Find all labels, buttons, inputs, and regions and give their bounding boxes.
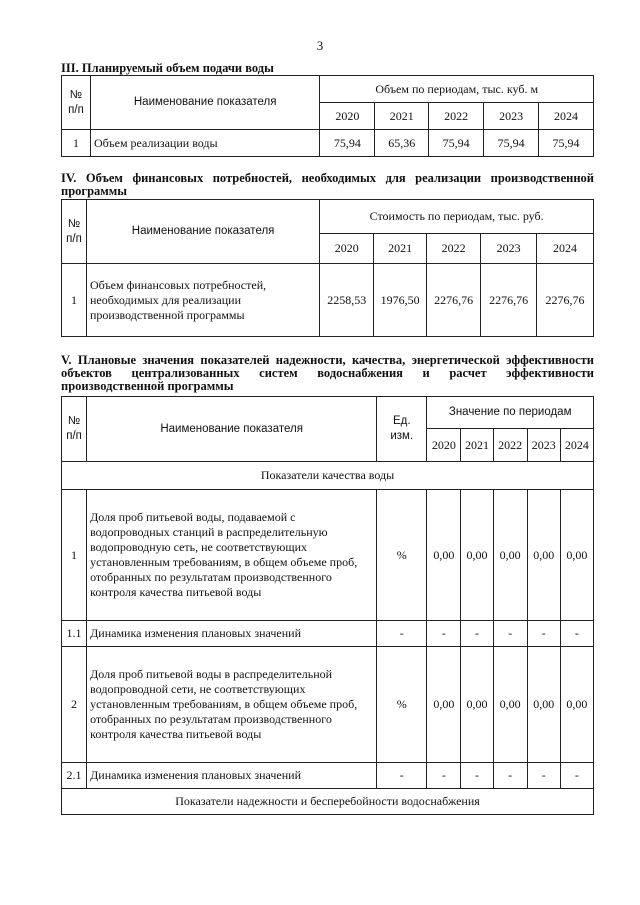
year-header: 2024 (560, 429, 593, 462)
col-name-header: Наименование показателя (86, 200, 319, 264)
row-value: 2276,76 (427, 264, 481, 337)
row-value: 75,94 (484, 130, 539, 157)
section3-title: III. Планируемый объем подачи воды (61, 61, 274, 75)
col-name-header: Наименование показателя (87, 397, 377, 462)
year-header: 2024 (539, 103, 594, 130)
row-value: 2258,53 (320, 264, 374, 337)
row-value: 2276,76 (481, 264, 537, 337)
row-value: - (493, 621, 527, 647)
row-value: 0,00 (493, 647, 527, 763)
row-name: Доля проб питьевой воды, подаваемой с водопроводных станций в распределительную водопроводную сеть, не соответствующих установленным требованиям, в общем объеме проб, отобранных по результатам производственного контроля качества питьевой воды (87, 490, 377, 621)
row-value: 0,00 (427, 647, 461, 763)
row-value: 1976,50 (374, 264, 427, 337)
col-no-header: № п/п (62, 76, 91, 130)
row-value: 0,00 (461, 647, 493, 763)
section5-table (61, 396, 594, 815)
row-value: - (560, 763, 593, 789)
table-row (62, 490, 594, 621)
row-value: 0,00 (527, 647, 560, 763)
row-value: - (427, 621, 461, 647)
year-header: 2022 (493, 429, 527, 462)
col-unit-header: Ед. изм. (377, 397, 427, 462)
row-name: Динамика изменения плановых значений (87, 621, 377, 647)
row-value: 75,94 (539, 130, 594, 157)
year-header: 2021 (374, 234, 427, 264)
row-value: - (527, 621, 560, 647)
year-header: 2020 (320, 103, 375, 130)
row-number: 1 (62, 130, 91, 157)
year-header: 2020 (320, 234, 374, 264)
col-group-header: Стоимость по периодам, тыс. руб. (320, 200, 594, 234)
row-value: 0,00 (461, 490, 493, 621)
row-unit: % (377, 490, 427, 621)
row-number: 2 (62, 647, 87, 763)
section5-title: V. Плановые значения показателей надежности, качества, энергетической эффективности объектов централизованных систем водоснабжения и расчет эффективности производственной программы (61, 353, 594, 393)
row-value: 0,00 (560, 647, 593, 763)
row-value: 0,00 (427, 490, 461, 621)
row-value: 0,00 (527, 490, 560, 621)
section4-title: IV. Объем финансовых потребностей, необходимых для реализации производственной программы (61, 171, 594, 198)
row-value: 2276,76 (537, 264, 594, 337)
row-value: - (461, 763, 493, 789)
section3-table (61, 75, 594, 157)
year-header: 2024 (537, 234, 594, 264)
table-row (62, 130, 594, 157)
year-header: 2022 (429, 103, 484, 130)
year-header: 2020 (427, 429, 461, 462)
row-value: - (560, 621, 593, 647)
year-header: 2023 (484, 103, 539, 130)
table-row (62, 621, 594, 647)
year-header: 2021 (375, 103, 429, 130)
row-number: 1 (62, 490, 87, 621)
row-number: 2.1 (62, 763, 87, 789)
row-value: - (427, 763, 461, 789)
row-value: - (527, 763, 560, 789)
col-group-header: Значение по периодам (427, 397, 594, 429)
row-unit: - (377, 621, 427, 647)
row-value: 75,94 (429, 130, 484, 157)
page-number: 3 (316, 38, 324, 53)
row-name: Динамика изменения плановых значений (87, 763, 377, 789)
table-row (62, 763, 594, 789)
year-header: 2022 (427, 234, 481, 264)
col-no-header: № п/п (62, 200, 87, 264)
table-row (62, 264, 594, 337)
row-unit: - (377, 763, 427, 789)
row-value: - (493, 763, 527, 789)
row-value: 0,00 (560, 490, 593, 621)
row-name: Объем финансовых потребностей, необходимых для реализации производственной программы (86, 264, 319, 337)
subheader-reliability: Показатели надежности и бесперебойности водоснабжения (62, 789, 594, 815)
section4-table (61, 199, 594, 337)
row-name: Доля проб питьевой воды в распределительной водопроводной сети, не соответствующих установленным требованиям, в общем объеме проб, отобранных по результатам производственного контроля качества питьевой воды (87, 647, 377, 763)
row-value: 0,00 (493, 490, 527, 621)
col-name-header: Наименование показателя (90, 76, 319, 130)
row-value: 75,94 (320, 130, 375, 157)
year-header: 2021 (461, 429, 493, 462)
row-number: 1.1 (62, 621, 87, 647)
year-header: 2023 (481, 234, 537, 264)
subheader-quality: Показатели качества воды (62, 462, 594, 490)
col-no-header: № п/п (62, 397, 87, 462)
col-group-header: Объем по периодам, тыс. куб. м (320, 76, 594, 103)
row-number: 1 (62, 264, 87, 337)
table-row (62, 647, 594, 763)
row-name: Объем реализации воды (90, 130, 319, 157)
row-value: 65,36 (375, 130, 429, 157)
year-header: 2023 (527, 429, 560, 462)
row-value: - (461, 621, 493, 647)
row-unit: % (377, 647, 427, 763)
